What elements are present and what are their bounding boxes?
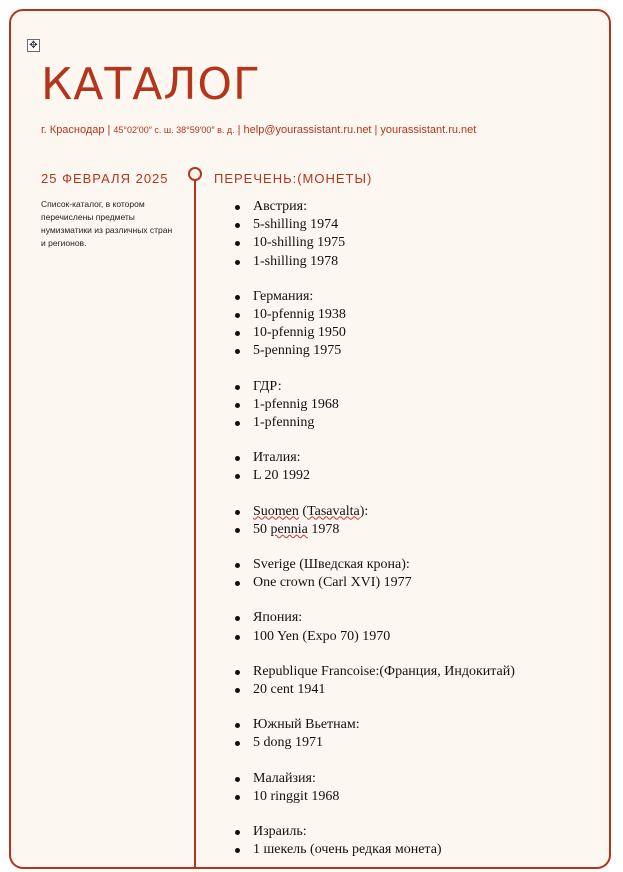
spellcheck-word: pennia [270,521,308,537]
contact-line [41,124,476,136]
list-item: 10 ringgit 1968 [233,788,603,806]
catalog-description: Список-каталог, в котором перечислены предметы нумизматики из различных стран и регионов. [41,199,173,248]
country-group-gdr [233,378,603,433]
list-item: 20 cent 1941 [233,681,603,699]
list-item [233,521,603,539]
country-group-italy [233,449,603,485]
page-title: КАТАЛОГ [41,59,261,110]
list-item: Малайзия: [233,770,603,788]
list-item: 1-pfenning [233,414,603,432]
country-group-france [233,663,603,699]
document-page [9,9,611,869]
list-item: 10-shilling 1975 [233,234,603,252]
list-item [233,503,603,521]
separator: | [374,124,378,136]
email-link[interactable]: help@yourassistant.ru.net [243,124,372,136]
country-group-finland [233,503,603,539]
list-item: 5 dong 1971 [233,734,603,752]
country-group-austria [233,198,603,271]
country-group-israel [233,823,603,859]
list-item: 10-pfennig 1938 [233,306,603,324]
timeline-line [194,179,196,869]
country-group-sweden [233,556,603,592]
separator: | [237,124,241,136]
list-item: 1 шекель (очень редкая монета) [233,841,603,859]
list-item: Republique Francoise:(Франция, Индокитай) [233,663,603,681]
list-item: 1-shilling 1978 [233,253,603,271]
country-group-malaysia [233,770,603,806]
city: г. Краснодар [41,124,105,136]
list-item: 5-shilling 1974 [233,216,603,234]
list-item: Австрия: [233,198,603,216]
country-group-south-vietnam [233,716,603,752]
list-item: One crown (Carl XVI) 1977 [233,574,603,592]
text-fragment: ): [359,503,369,519]
spellcheck-word: Suomen [253,503,299,519]
list-item: 10-pfennig 1950 [233,324,603,342]
list-item: Германия: [233,288,603,306]
country-group-japan [233,609,603,645]
text-fragment: ( [298,503,308,519]
coin-list [233,198,603,869]
timeline-marker [188,167,202,181]
list-item: Sverige (Шведская крона): [233,556,603,574]
list-item: 100 Yen (Expo 70) 1970 [233,628,603,646]
list-item: 1-pfennig 1968 [233,396,603,414]
spellcheck-word: Tasavalta [307,503,360,519]
list-item: 5-penning 1975 [233,342,603,360]
catalog-date: 25 ФЕВРАЛЯ 2025 [41,171,169,186]
list-item: ГДР: [233,378,603,396]
move-arrows-icon[interactable]: ✥ [27,39,40,52]
list-item: Южный Вьетнам: [233,716,603,734]
section-title: ПЕРЕЧЕНЬ:(МОНЕТЫ) [214,171,373,186]
text-fragment: 1978 [307,521,340,537]
separator: | [107,124,111,136]
list-item: Израиль: [233,823,603,841]
coordinates: 45°02′00″ с. ш. 38°59′00″ в. д. [113,125,235,135]
list-item: Италия: [233,449,603,467]
list-item: L 20 1992 [233,467,603,485]
website-link[interactable]: yourassistant.ru.net [380,124,477,136]
text-fragment: 50 [253,521,271,537]
country-group-germany [233,288,603,361]
list-item: Япония: [233,609,603,627]
